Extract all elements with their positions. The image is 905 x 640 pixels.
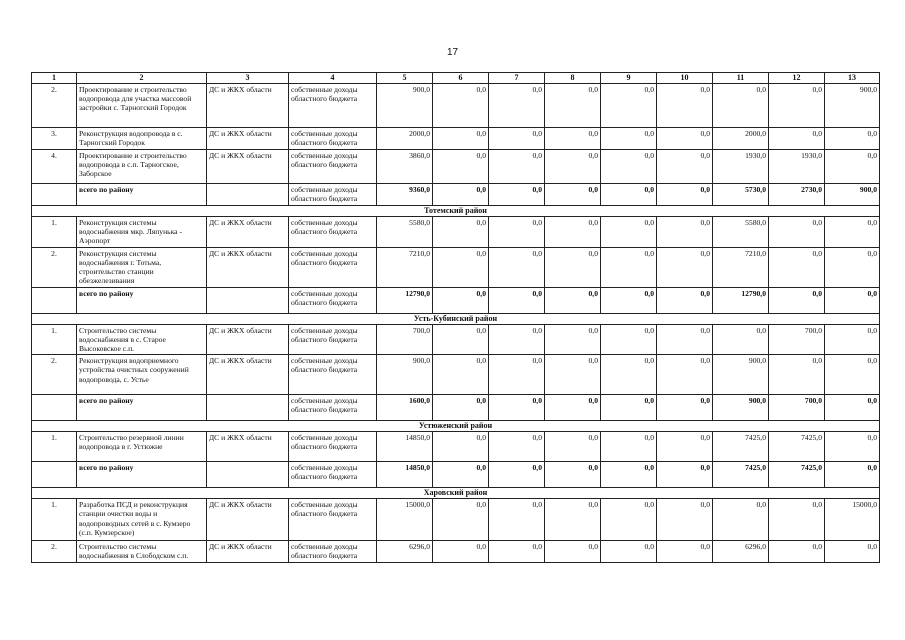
amount-cell: 0,0 bbox=[713, 499, 769, 541]
amount-cell: 0,0 bbox=[769, 355, 825, 395]
table-row bbox=[32, 355, 880, 395]
responsible-org: ДС и ЖКХ области bbox=[207, 84, 289, 128]
amount-cell: 900,0 bbox=[825, 84, 880, 128]
region-name: Харовский район bbox=[32, 488, 880, 499]
amount-cell: 0,0 bbox=[657, 395, 713, 421]
table-row bbox=[32, 128, 880, 150]
amount-cell: 0,0 bbox=[433, 287, 489, 313]
project-name: Строительство системы водоснабжения в Слободском с.п. bbox=[77, 541, 207, 563]
amount-cell: 7425,0 bbox=[713, 432, 769, 462]
amount-cell: 6296,0 bbox=[377, 541, 433, 563]
amount-cell: 2000,0 bbox=[713, 128, 769, 150]
amount-cell: 0,0 bbox=[825, 128, 880, 150]
amount-cell: 0,0 bbox=[601, 184, 657, 206]
amount-cell: 0,0 bbox=[433, 541, 489, 563]
column-number: 5 bbox=[377, 73, 433, 84]
amount-cell: 0,0 bbox=[713, 324, 769, 355]
amount-cell: 0,0 bbox=[825, 150, 880, 184]
amount-cell: 0,0 bbox=[433, 150, 489, 184]
amount-cell: 0,0 bbox=[601, 287, 657, 313]
table-row bbox=[32, 432, 880, 462]
amount-cell: 0,0 bbox=[545, 287, 601, 313]
row-number: 2. bbox=[32, 355, 77, 395]
table-row bbox=[32, 84, 880, 128]
financing-table bbox=[31, 72, 880, 563]
amount-cell: 0,0 bbox=[433, 84, 489, 128]
amount-cell: 0,0 bbox=[545, 324, 601, 355]
amount-cell: 0,0 bbox=[825, 462, 880, 488]
column-number: 10 bbox=[657, 73, 713, 84]
project-name: Реконструкция системы водоснабжения мкр. Ляпунька - Аэропорт bbox=[77, 217, 207, 248]
amount-cell: 0,0 bbox=[545, 184, 601, 206]
amount-cell: 0,0 bbox=[601, 217, 657, 248]
amount-cell: 0,0 bbox=[489, 541, 545, 563]
amount-cell: 0,0 bbox=[545, 247, 601, 287]
project-name: Строительство системы водоснабжения в с. Старое Высоковское с.п. bbox=[77, 324, 207, 355]
region-name: Тотемский район bbox=[32, 206, 880, 217]
amount-cell: 7210,0 bbox=[377, 247, 433, 287]
row-number: 2. bbox=[32, 247, 77, 287]
amount-cell: 0,0 bbox=[489, 84, 545, 128]
amount-cell: 7425,0 bbox=[713, 462, 769, 488]
amount-cell: 0,0 bbox=[489, 499, 545, 541]
amount-cell: 0,0 bbox=[433, 128, 489, 150]
amount-cell: 0,0 bbox=[601, 541, 657, 563]
responsible-org: ДС и ЖКХ области bbox=[207, 324, 289, 355]
amount-cell: 12790,0 bbox=[377, 287, 433, 313]
amount-cell: 0,0 bbox=[769, 217, 825, 248]
amount-cell: 0,0 bbox=[601, 128, 657, 150]
column-number: 8 bbox=[545, 73, 601, 84]
table-row bbox=[32, 247, 880, 287]
amount-cell: 0,0 bbox=[601, 247, 657, 287]
page-number: 17 bbox=[446, 47, 459, 58]
amount-cell: 900,0 bbox=[377, 84, 433, 128]
amount-cell: 0,0 bbox=[433, 324, 489, 355]
project-name: Реконструкция водоприемного устройства очистных сооружений водопровода, с. Устье bbox=[77, 355, 207, 395]
amount-cell: 900,0 bbox=[377, 355, 433, 395]
amount-cell: 6296,0 bbox=[713, 541, 769, 563]
responsible-org: ДС и ЖКХ области bbox=[207, 499, 289, 541]
amount-cell: 900,0 bbox=[713, 355, 769, 395]
responsible-org: ДС и ЖКХ области bbox=[207, 247, 289, 287]
amount-cell: 0,0 bbox=[433, 217, 489, 248]
project-name: всего по району bbox=[77, 462, 207, 488]
amount-cell: 0,0 bbox=[601, 150, 657, 184]
amount-cell: 0,0 bbox=[489, 395, 545, 421]
amount-cell: 14850,0 bbox=[377, 462, 433, 488]
region-header-row bbox=[32, 313, 880, 324]
amount-cell: 0,0 bbox=[825, 217, 880, 248]
amount-cell: 900,0 bbox=[825, 184, 880, 206]
responsible-org: ДС и ЖКХ области bbox=[207, 150, 289, 184]
amount-cell: 0,0 bbox=[601, 84, 657, 128]
amount-cell: 0,0 bbox=[825, 395, 880, 421]
amount-cell: 0,0 bbox=[601, 432, 657, 462]
row-number: 3. bbox=[32, 128, 77, 150]
amount-cell: 0,0 bbox=[657, 128, 713, 150]
project-name: Проектирование и строительство водопровода для участка массовой застройки с. Тарногский Городок bbox=[77, 84, 207, 128]
amount-cell: 0,0 bbox=[657, 150, 713, 184]
column-number: 6 bbox=[433, 73, 489, 84]
amount-cell: 0,0 bbox=[825, 355, 880, 395]
row-number bbox=[32, 395, 77, 421]
amount-cell: 0,0 bbox=[545, 128, 601, 150]
project-name: Реконструкция водопровода в с. Тарногский Городок bbox=[77, 128, 207, 150]
table-body bbox=[32, 84, 880, 563]
amount-cell: 0,0 bbox=[489, 150, 545, 184]
row-number: 1. bbox=[32, 217, 77, 248]
column-number: 2 bbox=[77, 73, 207, 84]
column-number: 7 bbox=[489, 73, 545, 84]
funding-source: собственные доходы областного бюджета bbox=[289, 462, 377, 488]
amount-cell: 0,0 bbox=[545, 499, 601, 541]
responsible-org: ДС и ЖКХ области bbox=[207, 128, 289, 150]
region-name: Усть-Кубинский район bbox=[32, 313, 880, 324]
amount-cell: 0,0 bbox=[489, 287, 545, 313]
project-name: всего по району bbox=[77, 395, 207, 421]
amount-cell: 0,0 bbox=[657, 84, 713, 128]
amount-cell: 0,0 bbox=[545, 84, 601, 128]
funding-source: собственные доходы областного бюджета bbox=[289, 499, 377, 541]
amount-cell: 0,0 bbox=[825, 541, 880, 563]
amount-cell: 0,0 bbox=[489, 217, 545, 248]
amount-cell: 700,0 bbox=[769, 395, 825, 421]
responsible-org: ДС и ЖКХ области bbox=[207, 355, 289, 395]
responsible-org: ДС и ЖКХ области bbox=[207, 217, 289, 248]
amount-cell: 0,0 bbox=[433, 247, 489, 287]
row-number bbox=[32, 462, 77, 488]
amount-cell: 0,0 bbox=[545, 355, 601, 395]
responsible-org bbox=[207, 184, 289, 206]
amount-cell: 0,0 bbox=[545, 150, 601, 184]
amount-cell: 0,0 bbox=[657, 287, 713, 313]
amount-cell: 0,0 bbox=[489, 324, 545, 355]
funding-source: собственные доходы областного бюджета bbox=[289, 355, 377, 395]
amount-cell: 700,0 bbox=[769, 324, 825, 355]
amount-cell: 0,0 bbox=[489, 432, 545, 462]
row-number: 4. bbox=[32, 150, 77, 184]
funding-source: собственные доходы областного бюджета bbox=[289, 541, 377, 563]
responsible-org bbox=[207, 287, 289, 313]
amount-cell: 0,0 bbox=[657, 355, 713, 395]
amount-cell: 5580,0 bbox=[377, 217, 433, 248]
table-row bbox=[32, 541, 880, 563]
row-number: 2. bbox=[32, 84, 77, 128]
column-number: 12 bbox=[769, 73, 825, 84]
amount-cell: 0,0 bbox=[713, 84, 769, 128]
amount-cell: 0,0 bbox=[657, 217, 713, 248]
responsible-org bbox=[207, 395, 289, 421]
total-row bbox=[32, 462, 880, 488]
funding-source: собственные доходы областного бюджета bbox=[289, 395, 377, 421]
column-number-row bbox=[32, 73, 880, 84]
funding-source: собственные доходы областного бюджета bbox=[289, 217, 377, 248]
amount-cell: 0,0 bbox=[769, 247, 825, 287]
amount-cell: 0,0 bbox=[545, 462, 601, 488]
amount-cell: 5580,0 bbox=[713, 217, 769, 248]
amount-cell: 15000,0 bbox=[825, 499, 880, 541]
amount-cell: 0,0 bbox=[825, 324, 880, 355]
project-name: всего по району bbox=[77, 184, 207, 206]
amount-cell: 2000,0 bbox=[377, 128, 433, 150]
amount-cell: 1600,0 bbox=[377, 395, 433, 421]
amount-cell: 0,0 bbox=[489, 355, 545, 395]
amount-cell: 900,0 bbox=[713, 395, 769, 421]
amount-cell: 0,0 bbox=[489, 247, 545, 287]
amount-cell: 2730,0 bbox=[769, 184, 825, 206]
funding-source: собственные доходы областного бюджета bbox=[289, 247, 377, 287]
table-row bbox=[32, 499, 880, 541]
funding-source: собственные доходы областного бюджета bbox=[289, 84, 377, 128]
amount-cell: 15000,0 bbox=[377, 499, 433, 541]
row-number bbox=[32, 184, 77, 206]
amount-cell: 0,0 bbox=[601, 395, 657, 421]
amount-cell: 1930,0 bbox=[769, 150, 825, 184]
project-name: всего по району bbox=[77, 287, 207, 313]
funding-source: собственные доходы областного бюджета bbox=[289, 128, 377, 150]
amount-cell: 5730,0 bbox=[713, 184, 769, 206]
amount-cell: 0,0 bbox=[769, 499, 825, 541]
region-name: Устюженский район bbox=[32, 421, 880, 432]
table-row bbox=[32, 150, 880, 184]
amount-cell: 0,0 bbox=[601, 355, 657, 395]
row-number bbox=[32, 287, 77, 313]
project-name: Строительство резервной линии водопровода в г. Устюжне bbox=[77, 432, 207, 462]
amount-cell: 3860,0 bbox=[377, 150, 433, 184]
amount-cell: 0,0 bbox=[601, 324, 657, 355]
table-row bbox=[32, 324, 880, 355]
column-number: 1 bbox=[32, 73, 77, 84]
total-row bbox=[32, 395, 880, 421]
amount-cell: 0,0 bbox=[657, 247, 713, 287]
amount-cell: 9360,0 bbox=[377, 184, 433, 206]
amount-cell: 12790,0 bbox=[713, 287, 769, 313]
amount-cell: 0,0 bbox=[433, 432, 489, 462]
amount-cell: 0,0 bbox=[657, 462, 713, 488]
project-name: Разработка ПСД и реконструкция станции очистки воды и водопроводных сетей в с. Кумзеро (с.п. Кумзерское) bbox=[77, 499, 207, 541]
row-number: 1. bbox=[32, 499, 77, 541]
amount-cell: 0,0 bbox=[489, 462, 545, 488]
region-header-row bbox=[32, 421, 880, 432]
responsible-org: ДС и ЖКХ области bbox=[207, 432, 289, 462]
amount-cell: 7425,0 bbox=[769, 462, 825, 488]
column-number: 11 bbox=[713, 73, 769, 84]
column-number: 9 bbox=[601, 73, 657, 84]
responsible-org bbox=[207, 462, 289, 488]
region-header-row bbox=[32, 488, 880, 499]
amount-cell: 0,0 bbox=[545, 217, 601, 248]
funding-source: собственные доходы областного бюджета bbox=[289, 432, 377, 462]
amount-cell: 0,0 bbox=[825, 247, 880, 287]
amount-cell: 0,0 bbox=[601, 499, 657, 541]
amount-cell: 0,0 bbox=[433, 355, 489, 395]
amount-cell: 0,0 bbox=[657, 432, 713, 462]
total-row bbox=[32, 184, 880, 206]
project-name: Проектирование и строительство водопровода в с.п. Тарногское, Заборское bbox=[77, 150, 207, 184]
amount-cell: 0,0 bbox=[825, 287, 880, 313]
column-number: 3 bbox=[207, 73, 289, 84]
amount-cell: 0,0 bbox=[657, 184, 713, 206]
amount-cell: 0,0 bbox=[433, 395, 489, 421]
funding-source: собственные доходы областного бюджета bbox=[289, 324, 377, 355]
amount-cell: 0,0 bbox=[769, 287, 825, 313]
column-number: 13 bbox=[825, 73, 880, 84]
amount-cell: 0,0 bbox=[433, 499, 489, 541]
amount-cell: 0,0 bbox=[657, 541, 713, 563]
funding-source: собственные доходы областного бюджета bbox=[289, 150, 377, 184]
region-header-row bbox=[32, 206, 880, 217]
row-number: 1. bbox=[32, 324, 77, 355]
column-number: 4 bbox=[289, 73, 377, 84]
total-row bbox=[32, 287, 880, 313]
funding-source: собственные доходы областного бюджета bbox=[289, 287, 377, 313]
row-number: 1. bbox=[32, 432, 77, 462]
amount-cell: 0,0 bbox=[545, 395, 601, 421]
amount-cell: 0,0 bbox=[489, 128, 545, 150]
amount-cell: 0,0 bbox=[433, 184, 489, 206]
project-name: Реконструкция системы водоснабжения г. Тотьма, строительство станции обезжелезивания bbox=[77, 247, 207, 287]
amount-cell: 0,0 bbox=[601, 462, 657, 488]
row-number: 2. bbox=[32, 541, 77, 563]
amount-cell: 0,0 bbox=[545, 541, 601, 563]
amount-cell: 0,0 bbox=[433, 462, 489, 488]
responsible-org: ДС и ЖКХ области bbox=[207, 541, 289, 563]
amount-cell: 0,0 bbox=[769, 84, 825, 128]
amount-cell: 1930,0 bbox=[713, 150, 769, 184]
amount-cell: 0,0 bbox=[825, 432, 880, 462]
amount-cell: 7210,0 bbox=[713, 247, 769, 287]
amount-cell: 0,0 bbox=[769, 128, 825, 150]
funding-source: собственные доходы областного бюджета bbox=[289, 184, 377, 206]
amount-cell: 0,0 bbox=[489, 184, 545, 206]
amount-cell: 0,0 bbox=[657, 499, 713, 541]
table-row bbox=[32, 217, 880, 248]
amount-cell: 0,0 bbox=[657, 324, 713, 355]
amount-cell: 700,0 bbox=[377, 324, 433, 355]
amount-cell: 14850,0 bbox=[377, 432, 433, 462]
amount-cell: 0,0 bbox=[545, 432, 601, 462]
amount-cell: 7425,0 bbox=[769, 432, 825, 462]
amount-cell: 0,0 bbox=[769, 541, 825, 563]
